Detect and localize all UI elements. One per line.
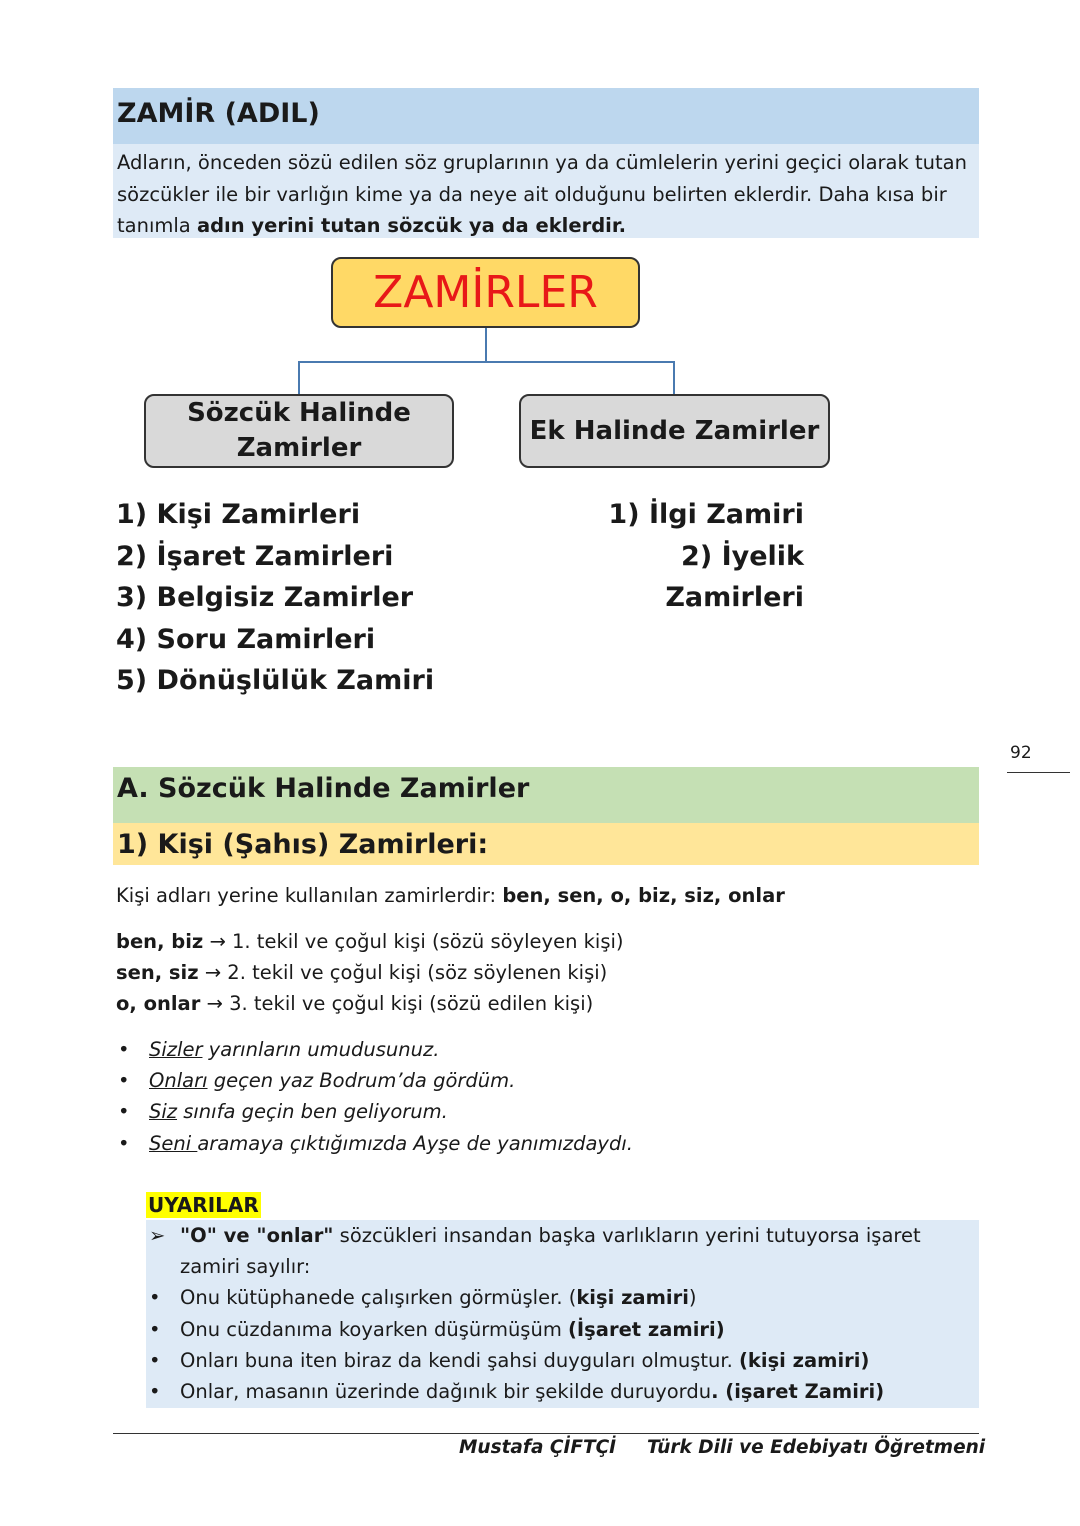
warnings-label: UYARILAR <box>148 1193 259 1217</box>
list-item <box>116 1128 633 1159</box>
warning-main-bold: "O" ve "onlar" <box>180 1224 334 1247</box>
diagram-right-label: Ek Halinde Zamirler <box>529 415 820 446</box>
warning-item-text: Onu kütüphanede çalışırken görmüşler. ( <box>180 1286 577 1310</box>
example-text: geçen yaz Bodrum’da gördüm. <box>207 1069 516 1093</box>
warning-item-text: Onları buna iten biraz da kendi şahsi duyguları olmuştur. <box>180 1348 739 1372</box>
person-desc: → 3. tekil ve çoğul kişi (sözü edilen kişi) <box>200 992 594 1015</box>
example-pronoun: Siz <box>149 1100 178 1124</box>
list-item: 2) İyelik Zamirleri <box>665 540 804 613</box>
person-row <box>116 957 624 988</box>
list-item <box>116 1034 633 1065</box>
intro-sentence <box>116 880 785 911</box>
list-item: 4) Soru Zamirleri <box>116 623 376 655</box>
warning-item-after: ) <box>688 1286 697 1310</box>
example-text: yarınların umudusunuz. <box>202 1038 440 1061</box>
warning-item-type: (kişi zamiri) <box>739 1348 870 1372</box>
list-item: 3) Belgisiz Zamirler <box>116 582 414 613</box>
definition-paragraph <box>113 144 979 238</box>
page-title <box>113 88 979 144</box>
section-heading-text: A. Sözcük Halinde Zamirler <box>117 773 530 804</box>
diagram-left-box <box>144 394 454 468</box>
diagram-left-line2: Zamirler <box>236 433 362 463</box>
person-row <box>116 926 624 957</box>
connector-left-drop <box>298 361 300 395</box>
warning-main-text: sözcükleri insandan başka varlıkların yerini tutuyorsa işaret zamiri sayılır: <box>180 1224 921 1279</box>
diagram-left-line1: Sözcük Halinde <box>187 398 411 428</box>
footer-author: Mustafa ÇİFTÇİ <box>459 1437 617 1458</box>
example-text: aramaya çıktığımızda Ayşe de yanımızdaydı. <box>197 1131 633 1155</box>
person-pronouns: o, onlar <box>116 992 201 1015</box>
list-item <box>146 1314 979 1345</box>
definition-bold: adın yerini tutan sözcük ya da eklerdir. <box>196 214 627 237</box>
bullet-icon: • <box>118 1038 130 1061</box>
bullet-icon: • <box>149 1317 161 1341</box>
warning-item-type: kişi zamiri <box>576 1286 689 1310</box>
list-item: 1) İlgi Zamiri <box>608 499 804 530</box>
page-number: 92 <box>1010 743 1032 763</box>
diagram-root-label: ZAMİRLER <box>373 267 598 318</box>
bullet-icon: • <box>149 1348 161 1372</box>
warning-item-text: Onu cüzdanıma koyarken düşürmüşüm <box>180 1317 569 1341</box>
subsection-heading <box>113 823 979 865</box>
suffix-pronoun-list <box>560 494 804 619</box>
warning-item-type: . (işaret Zamiri) <box>711 1380 885 1404</box>
person-pronouns: sen, siz <box>116 961 199 984</box>
connector-root-stem <box>485 328 487 362</box>
list-item <box>116 1096 633 1127</box>
person-pronouns: ben, biz <box>116 930 204 953</box>
person-desc: → 1. tekil ve çoğul kişi (sözü söyleyen kişi) <box>203 930 624 953</box>
diagram-right-box <box>519 394 830 468</box>
person-desc: → 2. tekil ve çoğul kişi (söz söylenen kişi) <box>198 961 608 984</box>
word-pronoun-list <box>116 494 434 702</box>
examples-list <box>116 1034 633 1159</box>
bullet-icon: • <box>149 1380 161 1404</box>
example-text: sınıfa geçin ben geliyorum. <box>177 1100 448 1124</box>
diagram-root-box <box>331 257 640 328</box>
intro-bold: ben, sen, o, biz, siz, onlar <box>502 884 785 907</box>
subsection-heading-text: 1) Kişi (Şahıs) Zamirleri: <box>117 829 489 860</box>
warning-main <box>146 1220 979 1282</box>
list-item: 5) Dönüşlülük Zamiri <box>116 665 435 696</box>
example-pronoun: Sizler <box>149 1038 203 1061</box>
connector-right-drop <box>673 361 675 395</box>
page-title-text: ZAMİR (ADIL) <box>117 98 320 129</box>
section-heading <box>113 767 979 823</box>
bullet-icon: • <box>149 1286 161 1310</box>
bullet-icon: • <box>118 1100 130 1124</box>
arrow-bullet-icon: ➢ <box>149 1224 166 1247</box>
example-pronoun: Seni <box>149 1131 198 1155</box>
bullet-icon: • <box>118 1131 130 1155</box>
definition-text: Adların, önceden sözü edilen söz gruplarının ya da cümlelerin yerini geçici olarak tutan sözcükler ile bir varlığın kime ya da neye ait olduğunu belirten eklerdir. Daha kısa bir tanımla <box>117 151 967 237</box>
bullet-icon: • <box>118 1069 130 1093</box>
footer-role: Türk Dili ve Edebiyatı Öğretmeni <box>647 1437 986 1458</box>
list-item <box>116 1065 633 1096</box>
list-item <box>146 1282 979 1313</box>
persons-list <box>116 926 624 1019</box>
footer-rule <box>113 1433 979 1434</box>
warnings-block <box>146 1220 979 1408</box>
intro-text: Kişi adları yerine kullanılan zamirlerdir: <box>116 884 503 907</box>
person-row <box>116 988 624 1019</box>
list-item: 2) İşaret Zamirleri <box>116 540 394 572</box>
connector-horizontal <box>298 361 675 363</box>
example-pronoun: Onları <box>149 1069 208 1093</box>
list-item <box>146 1345 979 1376</box>
warning-item-text: Onlar, masanın üzerinde dağınık bir şekilde duruyordu <box>180 1380 712 1404</box>
list-item <box>146 1376 979 1407</box>
warning-item-type: (İşaret zamiri) <box>568 1317 725 1341</box>
page-number-rule <box>1007 772 1070 773</box>
list-item: 1) Kişi Zamirleri <box>116 499 361 530</box>
